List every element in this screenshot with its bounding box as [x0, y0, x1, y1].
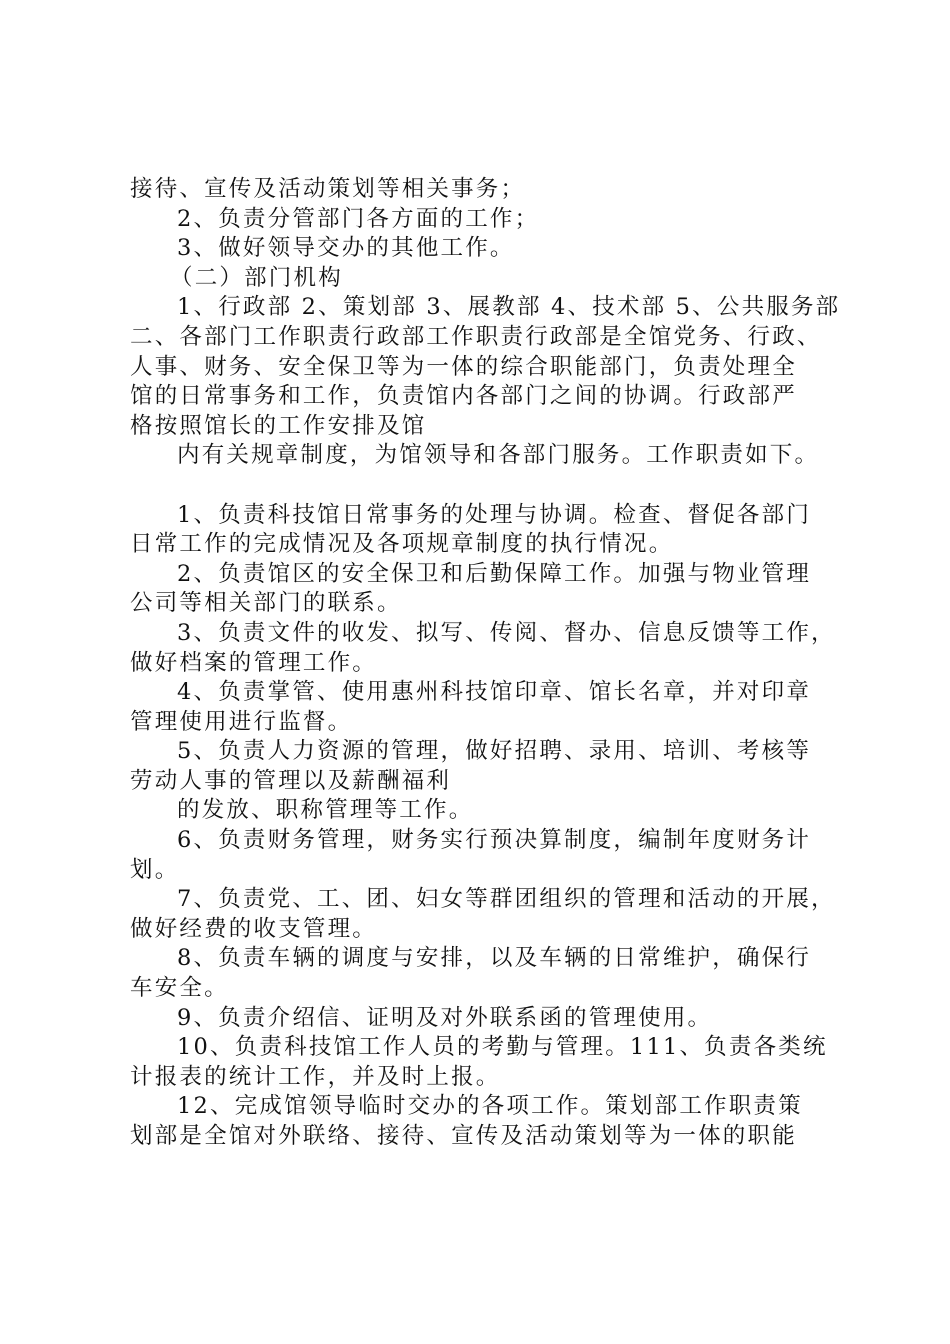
paragraph-line: 人事、财务、安全保卫等为一体的综合职能部门，负责处理全 — [130, 353, 797, 380]
paragraph-line: 1、负责科技馆日常事务的处理与协调。检查、督促各部门 — [177, 501, 812, 528]
paragraph-line: 日常工作的完成情况及各项规章制度的执行情况。 — [130, 531, 674, 558]
paragraph-line: 划。 — [130, 856, 180, 883]
paragraph-line: 劳动人事的管理以及薪酬福利 — [130, 767, 452, 794]
paragraph-line: 4、负责掌管、使用惠州科技馆印章、馆长名章，并对印章 — [177, 679, 812, 706]
paragraph-line: 格按照馆长的工作安排及馆 — [130, 412, 427, 439]
paragraph-line: 二、各部门工作职责行政部工作职责行政部是全馆党务、行政、 — [130, 323, 822, 350]
paragraph-line: 馆的日常事务和工作，负责馆内各部门之间的协调。行政部严 — [130, 383, 797, 410]
paragraph-line: 划部是全馆对外联络、接待、宣传及活动策划等为一体的职能 — [130, 1123, 797, 1149]
paragraph-line: 9、负责介绍信、证明及对外联系函的管理使用。 — [177, 1004, 713, 1031]
blank-line — [130, 471, 840, 501]
paragraph-line: 12、完成馆领导临时交办的各项工作。策划部工作职责策 — [177, 1093, 803, 1120]
paragraph-line: 6、负责财务管理，财务实行预决算制度，编制年度财务计 — [177, 827, 812, 854]
paragraph-line: 管理使用进行监督。 — [130, 708, 353, 735]
paragraph-line: 接待、宣传及活动策划等相关事务； — [130, 176, 526, 202]
paragraph-line: 7、负责党、工、团、妇女等群团组织的管理和活动的开展， — [177, 886, 836, 913]
paragraph-line: 10、负责科技馆工作人员的考勤与管理。111、负责各类统 — [177, 1034, 828, 1061]
document-body — [130, 175, 840, 1152]
paragraph-line: 计报表的统计工作，并及时上报。 — [130, 1063, 501, 1090]
section-heading: （二）部门机构 — [170, 264, 343, 291]
paragraph-line: 2、负责分管部门各方面的工作； — [177, 205, 540, 232]
paragraph-line: 做好档案的管理工作。 — [130, 649, 378, 676]
paragraph-line: 做好经费的收支管理。 — [130, 915, 378, 942]
paragraph-line: 1、行政部 2、策划部 3、展教部 4、技术部 5、公共服务部 — [177, 294, 841, 321]
paragraph-line: 5、负责人力资源的管理，做好招聘、录用、培训、考核等 — [177, 738, 812, 765]
paragraph-line: 8、负责车辆的调度与安排，以及车辆的日常维护，确保行 — [177, 945, 812, 972]
paragraph-line: 车安全。 — [130, 975, 229, 1002]
paragraph-line: 公司等相关部门的联系。 — [130, 590, 402, 617]
paragraph-line: 2、负责馆区的安全保卫和后勤保障工作。加强与物业管理 — [177, 560, 812, 587]
paragraph-line: 的发放、职称管理等工作。 — [177, 797, 474, 824]
paragraph-line: 3、负责文件的收发、拟写、传阅、督办、信息反馈等工作， — [177, 619, 836, 646]
paragraph-line: 3、做好领导交办的其他工作。 — [177, 235, 515, 262]
paragraph-line: 内有关规章制度，为馆领导和各部门服务。工作职责如下。 — [177, 442, 820, 469]
